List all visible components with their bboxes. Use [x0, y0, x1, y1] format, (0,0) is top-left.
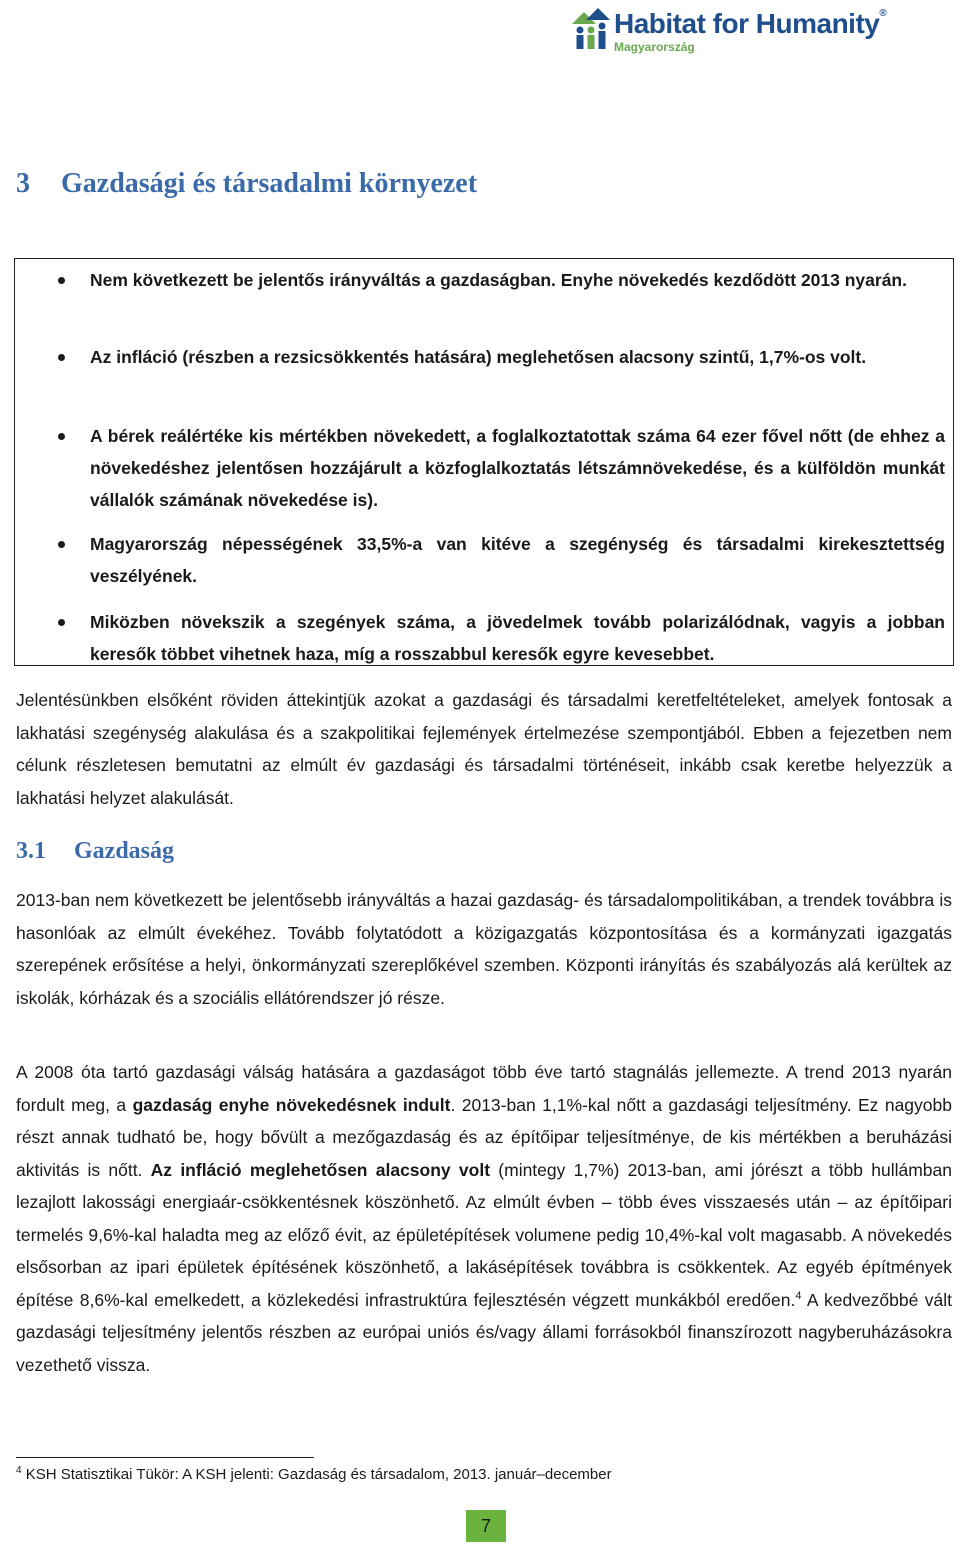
footnote-text: KSH Statisztikai Tükör: A KSH jelenti: Gazdaság és társadalom, 2013. január–december [21, 1466, 612, 1483]
logo-subtitle: Magyarország [614, 40, 695, 54]
habitat-logo [572, 6, 887, 58]
economy-paragraph-1: 2013-ban nem következett be jelentősebb irányváltás a hazai gazdaság- és társadalompolitikában, a trendek továbbra is hasonlóak az elmúlt évekéhez. Tovább folytatódott a közigazgatás központosítása és a kormányzati igazgatás szerepének erősítése a helyi, önkormányzati szereplőkével szemben. Központi irányítás és szabályozás alá kerültek az iskolák, kórházak és a szociális ellátórendszer jó része. [16, 890, 952, 1008]
houses-people-icon [572, 6, 612, 54]
subsection-title: Gazdaság [74, 838, 175, 864]
summary-bullet: Miközben növekszik a szegények száma, a jövedelmek tovább polarizálódnak, vagyis a jobban keresők többet vihetnek haza, míg a rosszabbul keresők egyre kevesebbet. [90, 606, 945, 670]
subsection-heading [16, 838, 174, 865]
section-number: 3 [16, 168, 30, 199]
footnote-divider [16, 1457, 314, 1458]
footnote [16, 1466, 612, 1483]
bold-inflation: Az infláció meglehetősen alacsony volt [150, 1159, 491, 1180]
summary-bullet: Az infláció (részben a rezsicsökkentés hatására) meglehetősen alacsony szintű, 1,7%-os volt. [90, 341, 945, 373]
bold-growth: gazdaság enyhe növekedésnek indult [132, 1094, 451, 1115]
bullet-icon [58, 433, 65, 440]
section-heading [16, 168, 477, 200]
bullet-icon [58, 277, 65, 284]
section-title: Gazdasági és társadalmi környezet [61, 168, 478, 199]
intro-paragraph: Jelentésünkben elsőként röviden áttekintjük azokat a gazdasági és társadalmi keretfeltételeket, amelyek fontosak a lakhatási szegénység alakulása és a szakpolitikai fejlemények értelmezése szempontjából. Ebben a fejezetben nem célunk részletesen bemutatni az elmúlt év gazdasági és társadalmi történéseit, inkább csak keretbe helyezzük a lakhatási helyzet alakulását. [16, 690, 952, 808]
bullet-icon [58, 541, 65, 548]
subsection-number: 3.1 [16, 838, 46, 864]
footnote-ref[interactable]: 4 [795, 1289, 802, 1302]
summary-bullet: Magyarország népességének 33,5%-a van kitéve a szegénység és társadalmi kirekesztettség veszélyének. [90, 528, 945, 592]
summary-bullet: A bérek reálértéke kis mértékben növekedett, a foglalkoztatottak száma 64 ezer fővel nőtt (de ehhez a növekedéshez jelentősen hozzájárult a közfoglalkoztatás létszámnövekedése, és a külföldön munkát vállalók számának növekedése is). [90, 420, 945, 516]
summary-bullet: Nem következett be jelentős irányváltás a gazdaságban. Enyhe növekedés kezdődött 2013 nyarán. [90, 264, 945, 296]
bullet-icon [58, 619, 65, 626]
footnote-number: 4 [16, 1465, 22, 1476]
bullet-icon [58, 354, 65, 361]
logo-title: Habitat for Humanity® [614, 8, 887, 39]
page-number: 7 [466, 1510, 506, 1542]
economy-paragraph-2: A 2008 óta tartó gazdasági válság hatására a gazdaságot több éve tartó stagnálás jellemezte. A trend 2013 nyarán fordult meg, a gazdaság enyhe növekedésnek indult. 2013-ban 1,1%-kal nőtt a gazdasági teljesítmény. Ez nagyobb részt annak tudható be, hogy bővült a mezőgazdaság és az építőipar teljesítménye, de kis mértékben a beruházási aktivitás is nőtt. Az infláció meglehetősen alacsony volt (mintegy 1,7%) 2013-ban, ami jórészt a több hullámban lezajlott lakossági energiaár-csökkentésnek köszönhető. Az elmúlt évben – több éves visszaesés után – az építőipari termelés 9,6%-kal haladta meg az előző évit, az épületépítések volumene pedig 10,4%-kal volt magasabb. A növekedés elsősorban az ipari épületek építésének köszönhető, a lakásépítések továbbra is csökkentek. Az egyéb építmények építése 8,6%-kal emelkedett, a közlekedési infrastruktúra fejlesztésén végzett munkákból eredően.$^4$ A kedvezőbbé vált gazdasági teljesítmény jelentős részben az európai uniós és/vagy állami forrásokból finanszírozott nagyberuházásokra vezethető vissza. [16, 1062, 952, 1375]
